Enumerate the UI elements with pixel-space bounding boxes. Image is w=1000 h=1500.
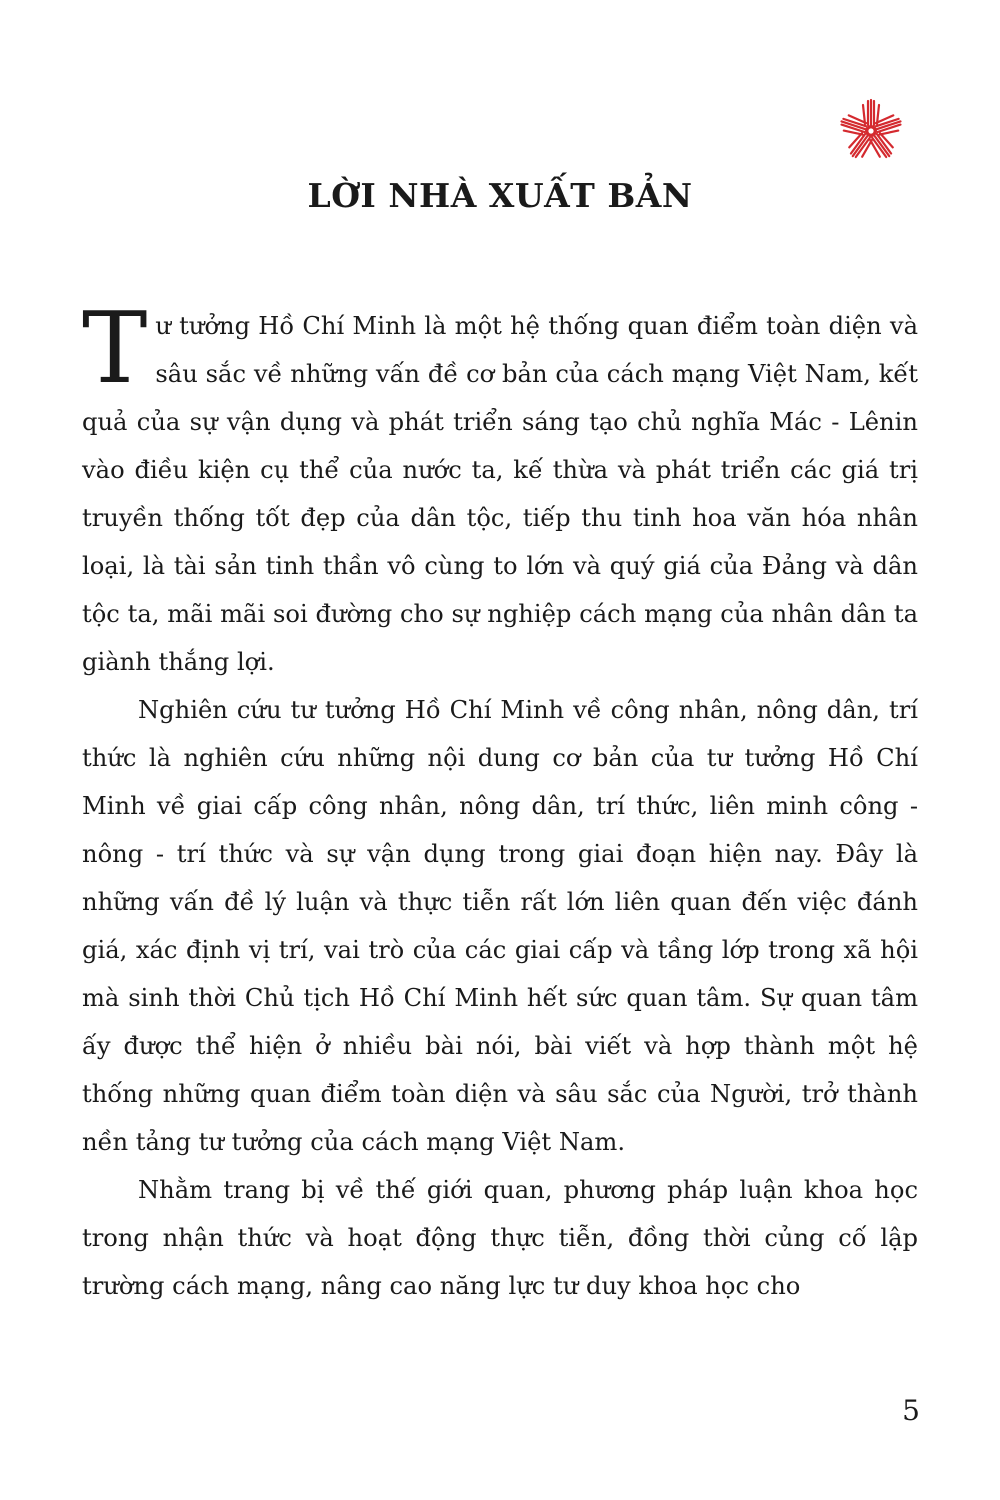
body-text bbox=[82, 292, 918, 1310]
paragraph-3: Nhằm trang bị về thế giới quan, phương pháp luận khoa học trong nhận thức và hoạt động thực tiễn, đồng thời củng cố lập trường cách mạng, nâng cao năng lực tư duy khoa học cho bbox=[82, 1176, 918, 1300]
paragraph-1-text: ư tưởng Hồ Chí Minh là một hệ thống quan điểm toàn diện và sâu sắc về những vấn đề cơ bản của cách mạng Việt Nam, kết quả của sự vận dụng và phát triển sáng tạo chủ nghĩa Mác - Lênin vào điều kiện cụ thể của nước ta, kế thừa và phát triển các giá trị truyền thống tốt đẹp của dân tộc, tiếp thu tinh hoa văn hóa nhân loại, là tài sản tinh thần vô cùng to lớn và quý giá của Đảng và dân tộc ta, mãi mãi soi đường cho sự nghiệp cách mạng của nhân dân ta giành thắng lợi. bbox=[82, 312, 918, 676]
star-emblem-icon bbox=[838, 98, 904, 164]
drop-cap: T bbox=[82, 292, 148, 406]
paragraph-1 bbox=[82, 292, 918, 686]
paragraph-2: Nghiên cứu tư tưởng Hồ Chí Minh về công nhân, nông dân, trí thức là nghiên cứu những nội dung cơ bản của tư tưởng Hồ Chí Minh về giai cấp công nhân, nông dân, trí thức, liên minh công - nông - trí thức và sự vận dụng trong giai đoạn hiện nay. Đây là những vấn đề lý luận và thực tiễn rất lớn liên quan đến việc đánh giá, xác định vị trí, vai trò của các giai cấp và tầng lớp trong xã hội mà sinh thời Chủ tịch Hồ Chí Minh hết sức quan tâm. Sự quan tâm ấy được thể hiện ở nhiều bài nói, bài viết và hợp thành một hệ thống những quan điểm toàn diện và sâu sắc của Người, trở thành nền tảng tư tưởng của cách mạng Việt Nam. bbox=[82, 696, 918, 1156]
page-title: LỜI NHÀ XUẤT BẢN bbox=[307, 176, 693, 215]
page-number: 5 bbox=[902, 1394, 920, 1427]
